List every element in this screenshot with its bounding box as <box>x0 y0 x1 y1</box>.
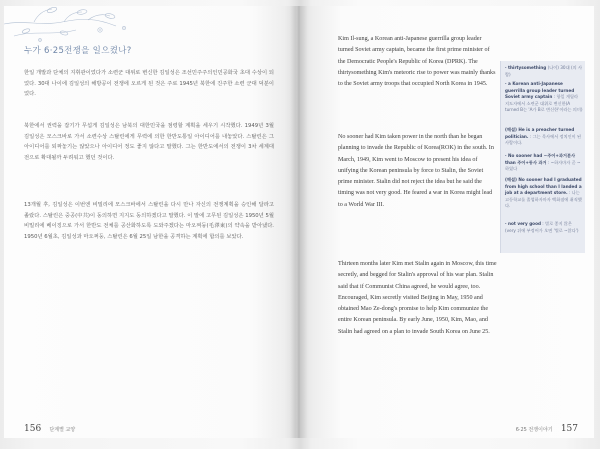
left-page-footer <box>24 424 75 434</box>
glossary-entry: (해설) He is a preacher turned politician. : 그는 목사에서 정치인이 된 사람이다. <box>505 127 582 146</box>
right-page <box>300 6 594 438</box>
running-head: 단계별 교양 <box>49 427 76 433</box>
section-title: 누가 6·25전쟁을 일으켰나? <box>24 46 132 56</box>
glossary-entry: · thirtysomething (나이) 30대 (의 사람) <box>505 65 583 77</box>
english-paragraph: Thirteen months later Kim met Stalin again in Moscow, this time secretly, and begged for Stalin's approval of his war plan. Stalin said that if Communist China agreed, he would agree, too. Encouraged, Kim secretly visited Beijing in May, 1950 and obtained Mao Ze-dong's promise to help Kim communize the entire Korean peninsula. By early June, 1950, Kim, Mao, and Stalin had agreed on a plan to invade South Korea on June 25. <box>338 261 497 335</box>
korean-paragraph: 한일 개발과 단체의 지휘관이었다가 소련군 대위로 변신한 김일성은 조선민주주의인민공화국 초대 수상이 되었다. 30대 나이에 김일성의 해방공이 전쟁에 오르게 된 것은 주로 1945년 북한에 진주한 소련 군대 덕분이었다. <box>24 70 274 98</box>
page-number: 157 <box>560 424 578 434</box>
page-number: 156 <box>24 424 42 434</box>
glossary-entry: · a Korean anti-Japanese guerrilla group leader turned Soviet army captain : 항일 게릴라 지도자에서 소련군 대위로 변신한(A turned B는 'A가 B로 변신한'이라는 의미) <box>505 81 583 113</box>
glossary-entry: · not very good : 별로 좋지 않은 (very 뒤에 부정어가 오면 '별로 ~않다') <box>505 221 579 233</box>
english-paragraph: Kim Il-sung, a Korean anti-Japanese guerrilla group leader turned Soviet army captain, became the first prime minister of the Democratic People's Republic of Korea (DPRK). The thirtysomething Kim's meteoric rise to power was mainly thanks to the Soviet army troops that occupied North Korea in 1945. <box>338 36 496 88</box>
korean-paragraph: 13개월 후, 김일성은 이번엔 비밀리에 모스크바에서 스탈린을 다시 만나 자신의 전쟁계획을 승인해 달라고 졸랐다. 스탈린은 중공(中共)이 동의하면 지지도 동의하겠다고 말했다. 이 말에 고무된 김일성은 1950년 5월 비밀리에 베이징으로 가서 한반도 전체를 공산화하도록 도와주겠다는 마오쩌둥(毛澤東)의 약속을 받아냈다. 1950년 6월초, 김일성과 마오쩌둥, 스탈린은 6월 25일 남한을 공격하는 계획에 합의를 보았다. <box>24 202 274 240</box>
glossary-sidebar <box>500 61 585 253</box>
left-page <box>4 6 296 438</box>
running-head: 6·25 전쟁이야기 <box>515 427 553 433</box>
glossary-entry: (해설) No sooner had I graduated from high school than I landed a job at a department store. : 나는 고등학교를 졸업하자마자 백화점에 취직했다. <box>505 177 582 209</box>
korean-paragraph: 북한에서 권력을 잡기가 무섭게 김일성은 남북의 대한민국을 점령할 계획을 세우기 시작했다. 1949년 3월 김일성은 모스크바로 가서 소련수상 스탈린에게 무력에 의한 한반도통일 아이디어를 내놓았다. 스탈린은 그 아이디어를 퇴짜놓기는 않았으나 아이디어 정도 좋지 않다고 말했다. 그는 한반도에서의 전쟁이 3차 세계대전으로 확대될까 두려워고 했던 것이다. <box>24 123 274 161</box>
glossary-entry: · No sooner had ~주어+과거분사 than 주어+동사 과거 : ~하자마자 곧 ~하였다 <box>505 153 581 172</box>
english-paragraph: No sooner had Kim taken power in the north than he began planning to invade the Republic of Korea(ROK) in the south. In March, 1949, Kim went to Moscow to present his idea of unifying the Korean peninsula by force to Stalin, the Soviet prime minister. Stalin did not reject the idea but he said the timing was not very good. He feared a war in Korea might lead to a World War III. <box>338 134 494 208</box>
right-page-footer <box>516 424 578 434</box>
